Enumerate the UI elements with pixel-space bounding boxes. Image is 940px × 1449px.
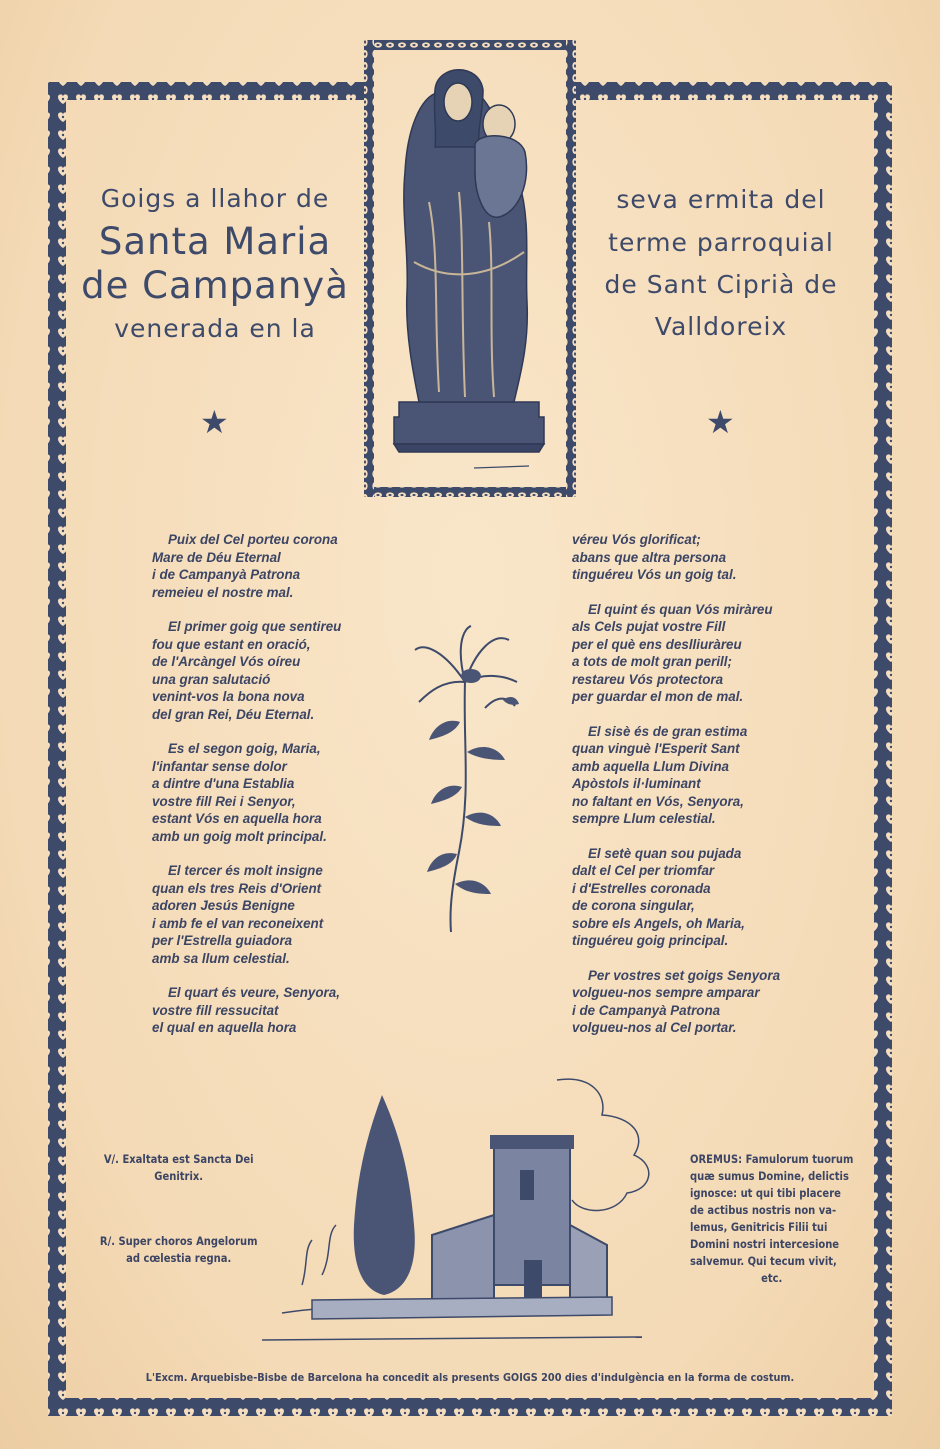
verse-line: Es el segon goig, Maria, bbox=[168, 741, 321, 756]
verse-line: i de Campanyà Patrona bbox=[152, 567, 301, 582]
title-left-line-2: Santa Maria bbox=[98, 220, 332, 263]
verse-line: i de Campanyà Patrona bbox=[572, 1002, 721, 1018]
oremus-line: etc. bbox=[761, 1271, 783, 1285]
verse-line: i d'Estrelles coronada bbox=[572, 880, 711, 896]
verse-line: amb sa llum celestial. bbox=[152, 950, 290, 966]
title-left-line-3: de Campanyà bbox=[81, 264, 349, 307]
verse-line: véreu Vós glorificat; bbox=[572, 532, 701, 547]
verse-line: per guardar el mon de mal. bbox=[572, 689, 744, 704]
verse-line: fou que estant en oració, bbox=[152, 636, 311, 652]
stanza bbox=[152, 531, 341, 601]
oremus-prayer bbox=[690, 1151, 853, 1287]
stanza bbox=[152, 618, 341, 723]
verse-line: El sisè és de gran estima bbox=[588, 723, 748, 739]
verse-line: Mare de Déu Eternal bbox=[152, 549, 281, 565]
title-left bbox=[70, 178, 360, 350]
stanza bbox=[152, 862, 341, 967]
verse-line: El quint és quan Vós miràreu bbox=[588, 601, 773, 617]
title-left-line-4: venerada en la bbox=[114, 314, 316, 343]
verse-line: una gran salutació bbox=[152, 671, 271, 687]
verse-line: a tots de molt gran perill; bbox=[572, 654, 732, 669]
verse-line: sobre els Angels, oh Maria, bbox=[572, 915, 745, 931]
verse-line: remeieu el nostre mal. bbox=[152, 584, 294, 600]
response bbox=[97, 1233, 260, 1267]
verse-line: dalt el Cel per triomfar bbox=[572, 863, 715, 878]
title-right-line-2: terme parroquial bbox=[608, 228, 834, 257]
response-line-2: ad cœlestia regna. bbox=[126, 1251, 232, 1265]
verse-line: amb un goig molt principal. bbox=[152, 828, 327, 844]
verse-line: no faltant en Vós, Senyora, bbox=[572, 793, 744, 809]
verse-line: restareu Vós protectora bbox=[572, 671, 724, 687]
verse-line: amb aquella Llum Divina bbox=[572, 758, 730, 774]
title-right-line-3: de Sant Ciprià de bbox=[604, 270, 838, 299]
verse-line: l'infantar sense dolor bbox=[152, 758, 287, 774]
border-top-right bbox=[576, 82, 892, 100]
verse-line: tinguéreu goig principal. bbox=[572, 933, 729, 948]
oremus-line: ignosce: ut qui tibi placere bbox=[690, 1186, 841, 1200]
verse-line: El quart és veure, Senyora, bbox=[168, 985, 340, 1000]
verse-line: vostre fill Rei i Senyor, bbox=[152, 793, 296, 809]
versicle-line-1: V/. Exaltata est Sancta Dei bbox=[103, 1152, 254, 1166]
verse-line: vostre fill ressucitat bbox=[152, 1002, 279, 1018]
versicle bbox=[97, 1151, 260, 1185]
image-frame-left bbox=[364, 40, 374, 497]
image-frame-top bbox=[364, 40, 576, 50]
border-bottom bbox=[48, 1398, 892, 1416]
oremus-line: Domini nostri intercesione bbox=[690, 1237, 840, 1251]
stanza bbox=[572, 845, 780, 950]
verse-line: de corona singular, bbox=[572, 898, 695, 913]
border-top-left bbox=[48, 82, 364, 100]
star-icon: ★ bbox=[200, 404, 229, 440]
stanza bbox=[572, 723, 780, 828]
title-left-line-1: Goigs a llahor de bbox=[100, 184, 330, 213]
verse-line: Per vostres set goigs Senyora bbox=[588, 967, 781, 983]
versicle-line-2: Genitrix. bbox=[154, 1169, 204, 1183]
oremus-line: OREMUS: Famulorum tuorum bbox=[690, 1152, 854, 1166]
indulgence-footer: L'Excm. Arquebisbe-Bisbe de Barcelona ha concedit als presents GOIGS 200 dies d'indulgència en la forma de costum. bbox=[145, 1371, 795, 1384]
image-frame-bottom bbox=[364, 487, 576, 497]
response-line-1: R/. Super choros Angelorum bbox=[99, 1234, 258, 1248]
verse-line: a dintre d'una Establia bbox=[152, 776, 295, 791]
verse-line: tinguéreu Vós un goig tal. bbox=[572, 567, 737, 582]
verse-line: estant Vós en aquella hora bbox=[152, 811, 322, 826]
oremus-line: salvemur. Qui tecum vivit, bbox=[690, 1254, 837, 1268]
image-frame-right bbox=[566, 40, 576, 497]
verse-line: per l'Estrella guiadora bbox=[152, 933, 293, 948]
border-right bbox=[874, 82, 892, 1416]
stanza bbox=[152, 740, 341, 845]
verse-line: de l'Arcàngel Vós oíreu bbox=[152, 654, 301, 669]
verses-right-column bbox=[572, 531, 780, 1054]
verse-line: del gran Rei, Déu Eternal. bbox=[152, 706, 315, 722]
verse-line: Apòstols il·luminant bbox=[572, 776, 701, 791]
verse-line: volgueu-nos al Cel portar. bbox=[572, 1020, 737, 1035]
verse-line: volgueu-nos sempre amparar bbox=[572, 985, 760, 1000]
oremus-line: quæ sumus Domine, delictis bbox=[690, 1169, 849, 1183]
verse-line: adoren Jesús Benigne bbox=[152, 898, 295, 913]
verse-line: abans que altra persona bbox=[572, 549, 727, 565]
stanza bbox=[572, 601, 780, 706]
verse-line: i amb fe el van reconeixent bbox=[152, 915, 324, 931]
stanza bbox=[152, 984, 341, 1037]
border-left bbox=[48, 82, 66, 1416]
oremus-line: lemus, Genitricis Filii tui bbox=[690, 1220, 828, 1234]
star-icon: ★ bbox=[706, 404, 735, 440]
title-right-line-4: Valldoreix bbox=[654, 312, 788, 341]
verse-line: venint-vos la bona nova bbox=[152, 689, 305, 704]
verse-line: el qual en aquella hora bbox=[152, 1020, 297, 1035]
verse-line: El tercer és molt insigne bbox=[168, 863, 323, 878]
virgin-and-child-illustration bbox=[379, 52, 561, 482]
oremus-line: de actibus nostris non va- bbox=[690, 1203, 837, 1217]
verse-line: El setè quan sou pujada bbox=[588, 845, 742, 861]
stanza bbox=[572, 531, 780, 584]
verse-line: per el què ens deslliuràreu bbox=[572, 636, 742, 652]
stanza bbox=[572, 967, 780, 1037]
lily-illustration bbox=[405, 622, 525, 942]
title-right-line-1: seva ermita del bbox=[616, 185, 826, 214]
verse-line: als Cels pujat vostre Fill bbox=[572, 619, 726, 634]
verse-line: quan els tres Reis d'Orient bbox=[152, 880, 322, 896]
hermitage-illustration bbox=[262, 1075, 662, 1355]
verses-left-column bbox=[152, 531, 341, 1054]
title-right bbox=[586, 178, 856, 348]
verse-line: quan vinguè l'Esperit Sant bbox=[572, 741, 740, 756]
verse-line: El primer goig que sentireu bbox=[168, 619, 342, 634]
verse-line: sempre Llum celestial. bbox=[572, 811, 716, 826]
verse-line: Puix del Cel porteu corona bbox=[168, 532, 338, 547]
